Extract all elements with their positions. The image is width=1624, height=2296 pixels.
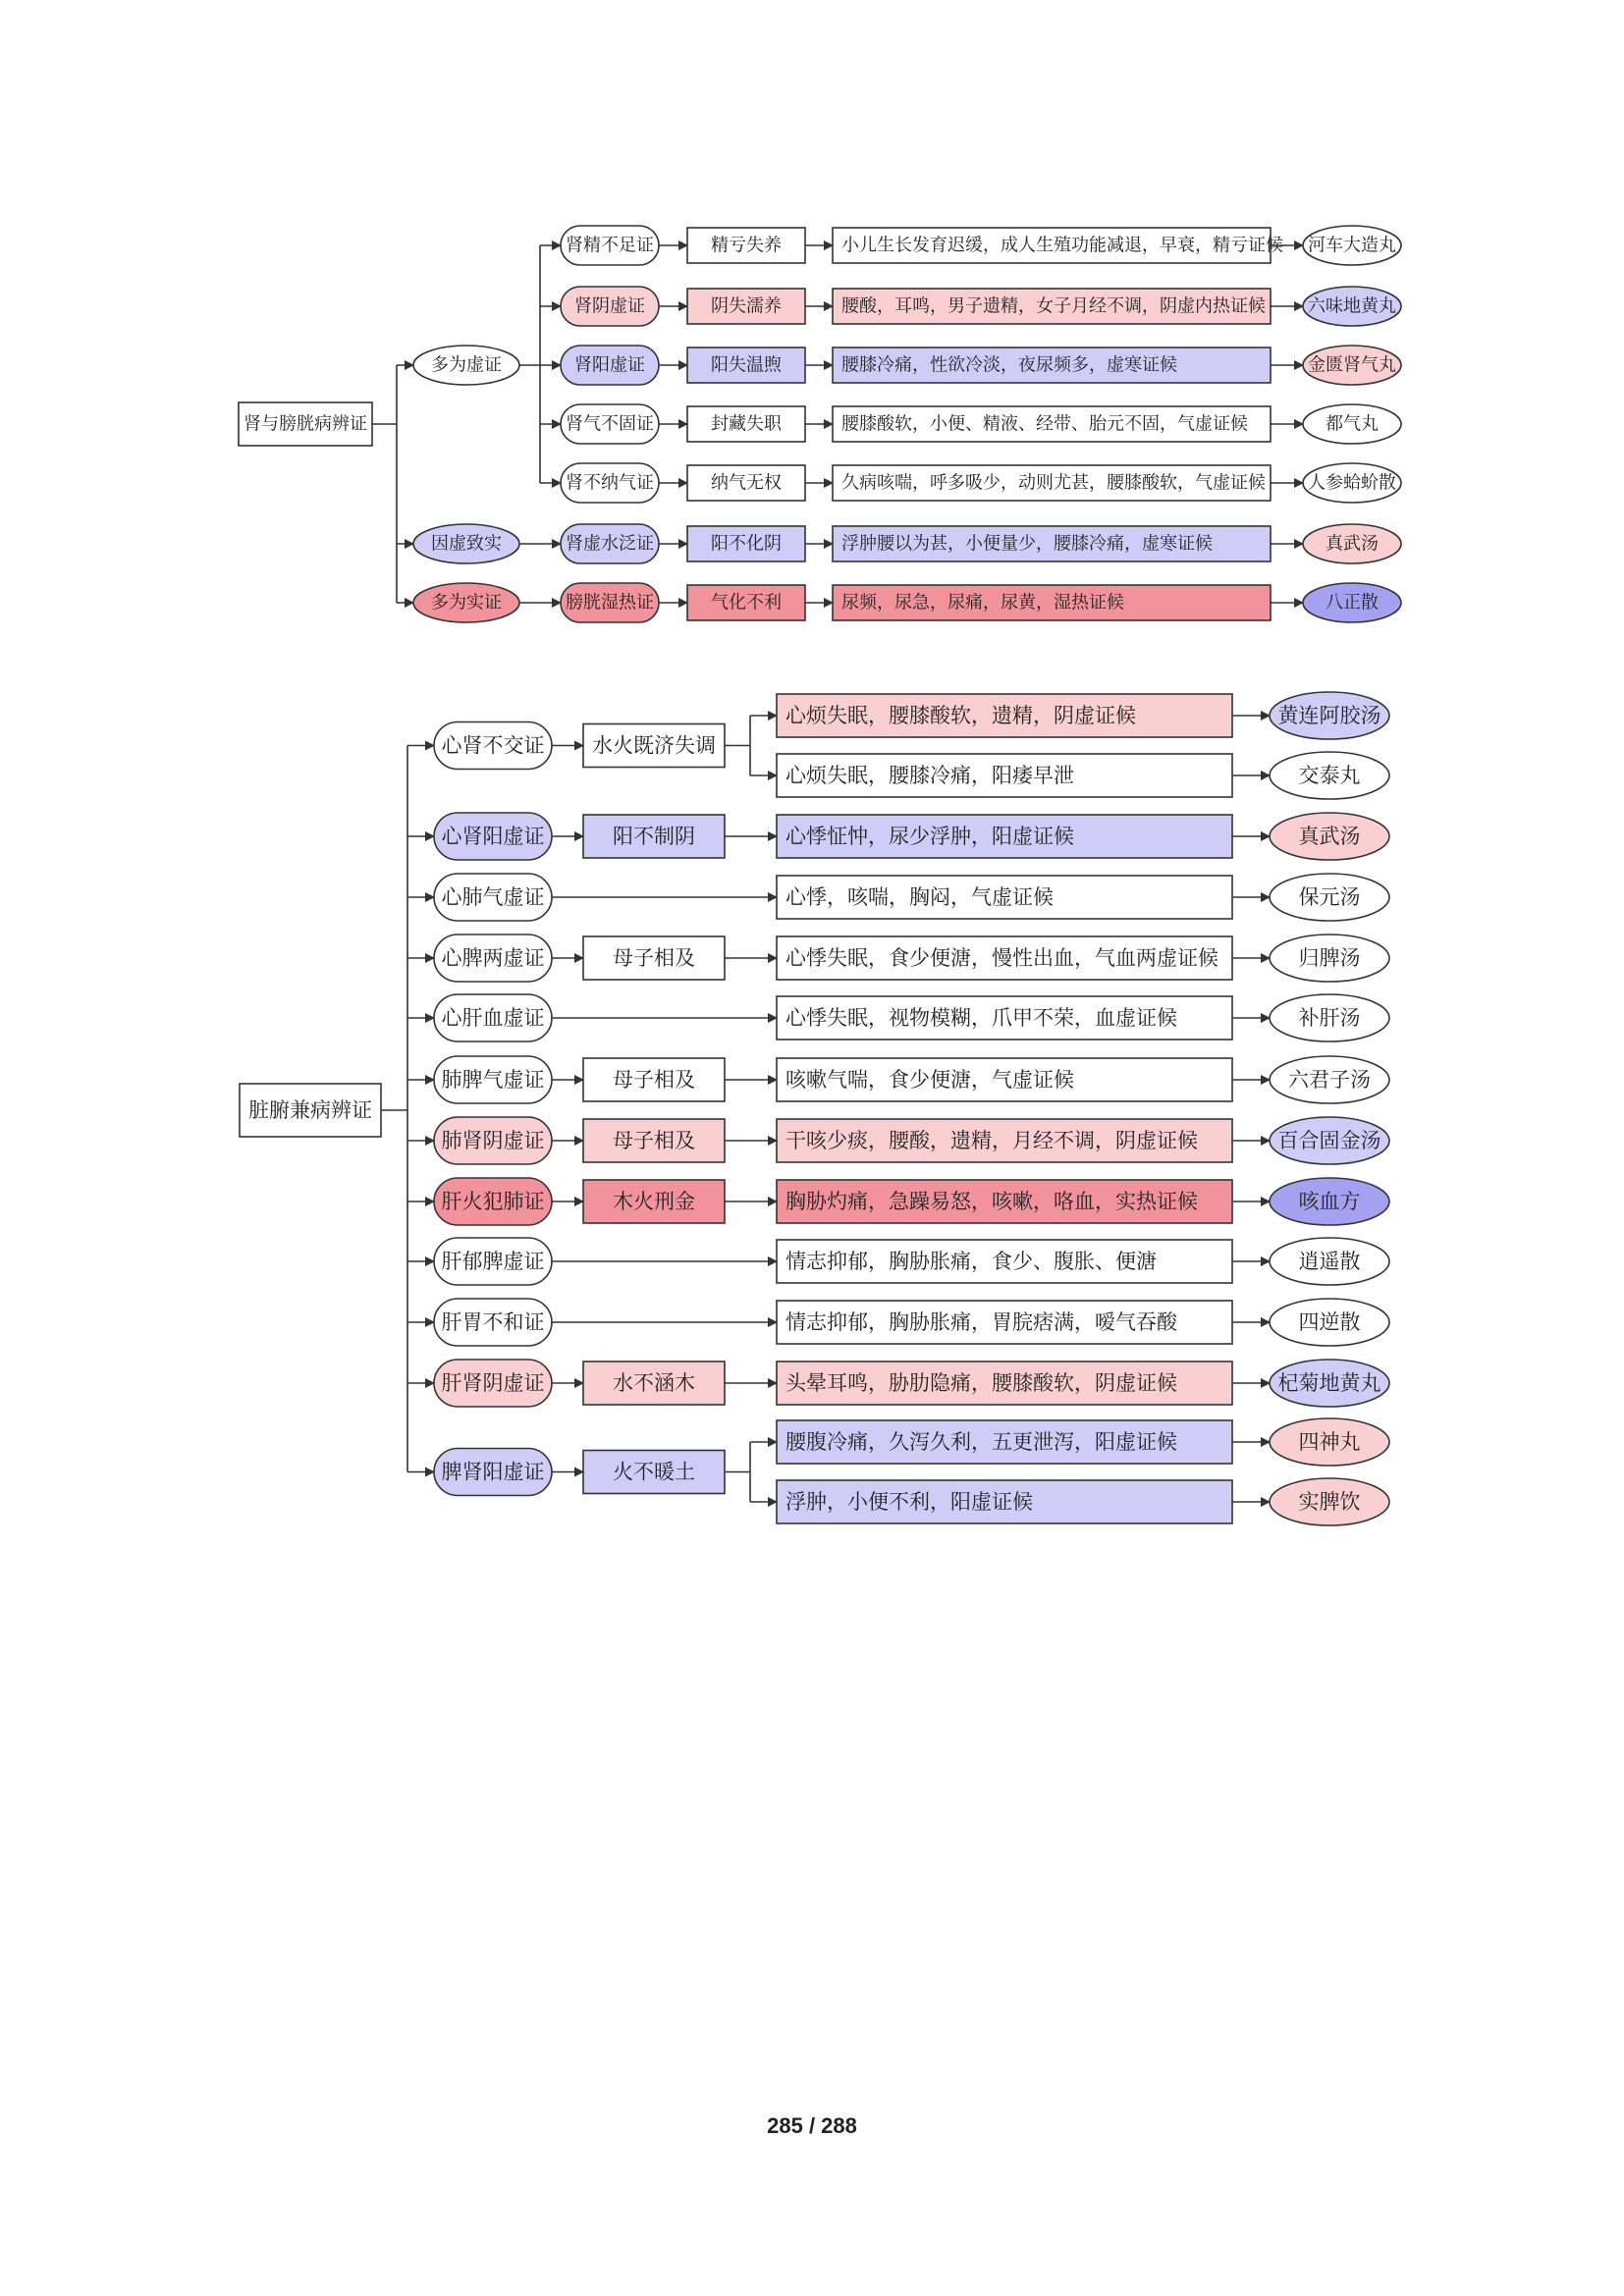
- syndrome-node-label: 肾不纳气证: [566, 472, 654, 494]
- group-node-label: 因虚致实: [431, 533, 502, 555]
- mechanism-node: [583, 724, 725, 768]
- formula-node-label: 四神丸: [1298, 1430, 1361, 1454]
- syndrome-node: [434, 722, 552, 770]
- mechanism-node-label: 气化不利: [711, 592, 782, 614]
- mechanism-node-label: 纳气无权: [711, 472, 782, 494]
- syndrome-node: [561, 583, 659, 622]
- syndrome-node-label: 肾气不固证: [566, 413, 654, 435]
- mechanism-node-label: 阴失濡养: [711, 295, 782, 317]
- syndrome-node-label: 脾肾阳虚证: [441, 1460, 545, 1484]
- symptoms-node-label: 心烦失眠，腰膝冷痛，阳痿早泄: [785, 764, 1074, 787]
- root-node: [239, 402, 372, 446]
- symptoms-node: [777, 754, 1232, 797]
- formula-node: [1270, 1360, 1389, 1407]
- mechanism-node-label: 封藏失职: [711, 413, 782, 435]
- mechanism-node: [583, 1058, 725, 1101]
- mechanism-node: [687, 585, 805, 620]
- symptoms-node: [777, 1180, 1232, 1223]
- symptoms-node: [833, 228, 1283, 263]
- syndrome-node-label: 肺肾阴虚证: [441, 1129, 545, 1152]
- syndrome-node-label: 心肾不交证: [441, 733, 545, 758]
- formula-node-label: 人参蛤蚧散: [1308, 472, 1396, 494]
- mechanism-node: [583, 815, 725, 858]
- symptoms-node: [833, 406, 1271, 442]
- formula-node-label: 交泰丸: [1298, 764, 1361, 787]
- page-number: 285 / 288: [767, 2113, 857, 2138]
- symptoms-node-label: 心悸，咳喘，胸闷，气虚证候: [785, 885, 1054, 909]
- formula-node: [1270, 1056, 1389, 1103]
- formula-node-label: 补肝汤: [1298, 1006, 1361, 1030]
- formula-node-label: 归脾汤: [1298, 946, 1361, 970]
- group-node: [413, 346, 519, 385]
- formula-node: [1270, 692, 1389, 739]
- formula-node-label: 都气丸: [1326, 413, 1379, 435]
- syndrome-node: [434, 1056, 552, 1103]
- syndrome-node-label: 肾虚水泛证: [566, 533, 654, 555]
- symptoms-node: [777, 1240, 1232, 1283]
- formula-node: [1303, 524, 1401, 563]
- formula-node: [1303, 583, 1401, 622]
- mechanism-node-label: 阳不制阴: [613, 825, 695, 848]
- symptoms-node-label: 腰膝酸软，小便、精液、经带、胎元不固，气虚证候: [841, 413, 1248, 435]
- syndrome-node-label: 肝郁脾虚证: [441, 1250, 545, 1273]
- formula-node-label: 金匮肾气丸: [1308, 354, 1396, 376]
- syndrome-node: [561, 404, 659, 444]
- group-node-label: 多为虚证: [431, 354, 502, 376]
- syndrome-node: [434, 994, 552, 1041]
- symptoms-node: [833, 465, 1271, 501]
- symptoms-node: [777, 815, 1232, 858]
- mechanism-node-label: 阳失温煦: [711, 354, 782, 376]
- syndrome-node: [434, 813, 552, 860]
- formula-node: [1270, 994, 1389, 1041]
- formula-node-label: 真武汤: [1298, 825, 1361, 848]
- symptoms-node-label: 久病咳喘，呼多吸少，动则尤甚，腰膝酸软，气虚证候: [841, 472, 1266, 494]
- syndrome-node-label: 肾精不足证: [566, 235, 654, 256]
- formula-node-label: 六君子汤: [1288, 1068, 1371, 1092]
- symptoms-node-label: 干咳少痰，腰酸，遗精，月经不调，阴虚证候: [785, 1129, 1198, 1152]
- mechanism-node: [687, 465, 805, 501]
- symptoms-node-label: 腰膝冷痛，性欲冷淡，夜尿频多，虚寒证候: [841, 354, 1177, 376]
- syndrome-node-label: 膀胱湿热证: [566, 592, 654, 614]
- syndrome-node-label: 心肺气虚证: [441, 885, 545, 909]
- formula-node: [1270, 1178, 1389, 1225]
- symptoms-node: [777, 876, 1232, 919]
- symptoms-node-label: 浮肿腰以为甚，小便量少，腰膝冷痛，虚寒证候: [841, 533, 1213, 555]
- syndrome-node-label: 肾阴虚证: [574, 295, 645, 317]
- symptoms-node-label: 情志抑郁，胸胁胀痛，胃脘痞满，嗳气吞酸: [785, 1310, 1177, 1334]
- mechanism-node: [583, 1362, 725, 1405]
- symptoms-node-label: 咳嗽气喘，食少便溏，气虚证候: [785, 1068, 1074, 1092]
- symptoms-node: [777, 1362, 1232, 1405]
- mechanism-node: [583, 936, 725, 980]
- syndrome-node: [434, 1117, 552, 1164]
- formula-node: [1303, 404, 1401, 444]
- formula-node: [1270, 874, 1389, 921]
- syndrome-node: [561, 346, 659, 385]
- syndrome-node-label: 肾阳虚证: [574, 354, 645, 376]
- symptoms-node-label: 胸胁灼痛，急躁易怒，咳嗽，咯血，实热证候: [785, 1190, 1198, 1213]
- zangfu-combined-diagram: [240, 692, 1389, 1525]
- mechanism-node-label: 母子相及: [613, 1129, 695, 1152]
- formula-node-label: 真武汤: [1326, 533, 1379, 555]
- formula-node-label: 四逆散: [1298, 1310, 1361, 1334]
- symptoms-node: [777, 1480, 1232, 1523]
- group-node: [413, 583, 519, 622]
- formula-node: [1303, 346, 1401, 385]
- symptoms-node-label: 腰腹冷痛，久泻久利，五更泄泻，阳虚证候: [785, 1430, 1177, 1454]
- mechanism-node: [583, 1451, 725, 1494]
- symptoms-node: [777, 936, 1232, 980]
- formula-node-label: 实脾饮: [1298, 1490, 1361, 1514]
- syndrome-node: [561, 524, 659, 563]
- formula-node: [1303, 287, 1401, 326]
- mechanism-node-label: 精亏失养: [711, 235, 782, 256]
- formula-node-label: 逍遥散: [1298, 1250, 1361, 1273]
- syndrome-node-label: 心肝血虚证: [441, 1006, 545, 1030]
- formula-node-label: 保元汤: [1298, 885, 1361, 909]
- mechanism-node: [687, 406, 805, 442]
- formula-node: [1270, 1478, 1389, 1525]
- syndrome-node: [561, 463, 659, 503]
- symptoms-node-label: 情志抑郁，胸胁胀痛，食少、腹胀、便溏: [785, 1250, 1157, 1273]
- mechanism-node: [583, 1119, 725, 1162]
- syndrome-node: [434, 874, 552, 921]
- syndrome-node-label: 肝胃不和证: [441, 1310, 545, 1334]
- mechanism-node: [687, 289, 805, 324]
- mechanism-node: [687, 347, 805, 383]
- formula-node: [1270, 934, 1389, 982]
- syndrome-node-label: 心脾两虚证: [441, 946, 545, 970]
- formula-node-label: 杞菊地黄丸: [1277, 1371, 1381, 1395]
- formula-node-label: 百合固金汤: [1277, 1129, 1381, 1152]
- symptoms-node: [833, 347, 1271, 383]
- formula-node: [1303, 226, 1401, 265]
- group-node-label: 多为实证: [431, 592, 502, 614]
- group-node: [413, 524, 519, 563]
- syndrome-node: [434, 1360, 552, 1407]
- formula-node: [1303, 463, 1401, 503]
- syndrome-node-label: 肺脾气虚证: [441, 1068, 545, 1092]
- symptoms-node: [777, 1119, 1232, 1162]
- mechanism-node-label: 水火既济失调: [592, 733, 716, 758]
- formula-node: [1270, 1418, 1389, 1466]
- syndrome-node: [434, 1449, 552, 1496]
- formula-node: [1270, 752, 1389, 799]
- symptoms-node-label: 小儿生长发育迟缓，成人生殖功能减退，早衰，精亏证候: [841, 235, 1283, 256]
- root-node: [240, 1084, 381, 1137]
- symptoms-node-label: 浮肿，小便不利，阳虚证候: [785, 1490, 1033, 1514]
- symptoms-node: [833, 526, 1271, 561]
- mechanism-node-label: 水不涵木: [613, 1371, 695, 1395]
- symptoms-node-label: 心烦失眠，腰膝酸软，遗精，阴虚证候: [785, 704, 1136, 727]
- symptoms-node-label: 心悸失眠，食少便溏，慢性出血，气血两虚证候: [785, 946, 1218, 970]
- symptoms-node-label: 头晕耳鸣，胁肋隐痛，腰膝酸软，阴虚证候: [785, 1371, 1177, 1395]
- syndrome-node: [434, 1178, 552, 1225]
- formula-node: [1270, 813, 1389, 860]
- syndrome-node: [434, 1299, 552, 1346]
- syndrome-node: [434, 934, 552, 982]
- symptoms-node: [833, 289, 1271, 324]
- mechanism-node-label: 母子相及: [613, 946, 695, 970]
- formula-node-label: 黄连阿胶汤: [1277, 704, 1381, 727]
- symptoms-node: [833, 585, 1271, 620]
- mechanism-node: [583, 1180, 725, 1223]
- mechanism-node-label: 母子相及: [613, 1068, 695, 1092]
- symptoms-node: [777, 1058, 1232, 1101]
- symptoms-node-label: 尿频，尿急，尿痛，尿黄，湿热证候: [841, 592, 1124, 614]
- syndrome-node: [434, 1238, 552, 1285]
- formula-node-label: 河车大造丸: [1308, 235, 1396, 256]
- formula-node-label: 六味地黄丸: [1308, 295, 1396, 317]
- formula-node-label: 八正散: [1326, 592, 1379, 614]
- mechanism-node: [687, 526, 805, 561]
- symptoms-node: [777, 1420, 1232, 1464]
- symptoms-node: [777, 694, 1232, 737]
- mechanism-node-label: 木火刑金: [613, 1190, 695, 1213]
- formula-node-label: 咳血方: [1298, 1190, 1361, 1213]
- root-node-label: 肾与膀胱病辨证: [244, 413, 367, 435]
- syndrome-node: [561, 226, 659, 265]
- formula-node: [1270, 1238, 1389, 1285]
- root-node-label: 脏腑兼病辨证: [248, 1098, 372, 1122]
- mechanism-node: [687, 228, 805, 263]
- mechanism-node-label: 火不暖土: [613, 1460, 695, 1484]
- syndrome-node-label: 肝肾阴虚证: [441, 1371, 545, 1395]
- symptoms-node: [777, 996, 1232, 1040]
- formula-node: [1270, 1299, 1389, 1346]
- syndrome-node: [561, 287, 659, 326]
- formula-node: [1270, 1117, 1389, 1164]
- symptoms-node-label: 腰酸，耳鸣，男子遗精，女子月经不调，阴虚内热证候: [841, 295, 1266, 317]
- symptoms-node-label: 心悸怔忡，尿少浮肿，阳虚证候: [785, 825, 1074, 848]
- symptoms-node-label: 心悸失眠，视物模糊，爪甲不荣，血虚证候: [785, 1006, 1177, 1030]
- mechanism-node-label: 阳不化阴: [711, 533, 782, 555]
- syndrome-node-label: 心肾阳虚证: [441, 825, 545, 848]
- symptoms-node: [777, 1301, 1232, 1344]
- kidney-bladder-diagram: [239, 226, 1401, 622]
- syndrome-node-label: 肝火犯肺证: [441, 1190, 545, 1213]
